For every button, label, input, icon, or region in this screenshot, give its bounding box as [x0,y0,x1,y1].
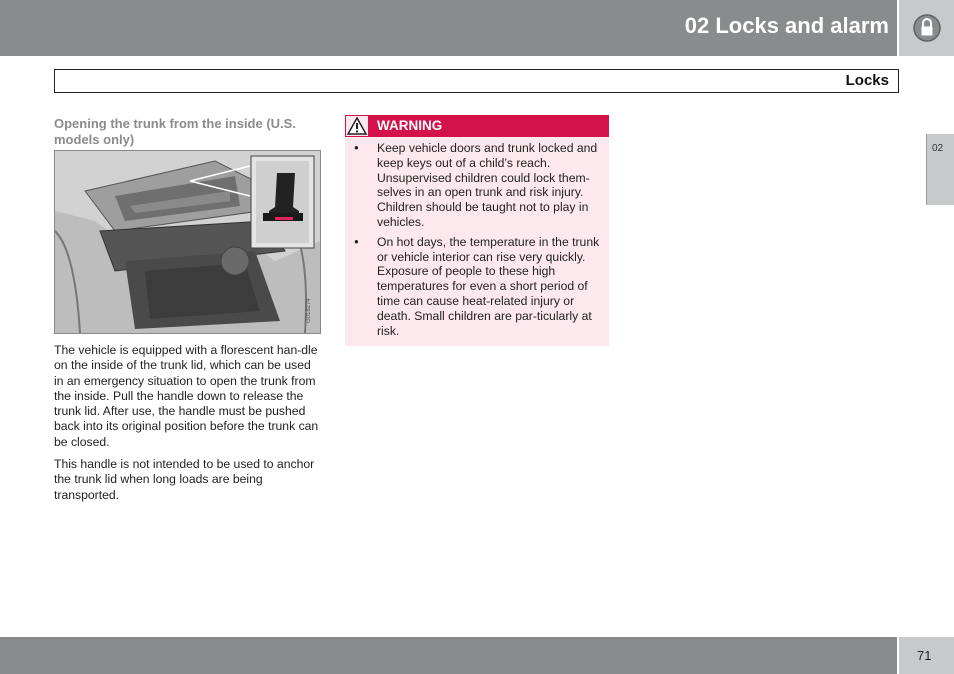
trunk-illustration [55,151,320,333]
warning-list [345,141,609,343]
page-number-box [899,637,954,674]
body-paragraph: This handle is not intended to be used to anchor the trunk lid when long loads are being transported. [54,457,315,502]
chapter-tab-label: 02 [932,143,944,154]
trunk-figure [54,150,321,334]
warning-item: ● On hot days, the temperature in the trunk or vehicle interior can rise very quickly. Exposure of people to these high temperatures for even a short period of time can cause heat-related injury or death. Small children are par-ticularly at risk. [345,235,609,339]
warning-triangle-icon [346,116,368,136]
warning-header [345,115,609,137]
body-paragraph: The vehicle is equipped with a florescent han-dle on the inside of the trunk lid, which can be used in an emergency situation to open the trunk from the inside. Pull the handle down to release the trunk lid. After use, the handle must be pushed back into its original position before the trunk can be closed. [54,343,319,449]
chapter-title: 02 Locks and alarm [684,13,889,38]
warning-title: WARNING [377,118,443,133]
subheading: Opening the trunk from the inside (U.S. models only) [54,116,296,147]
section-bar [54,69,899,93]
chapter-header [0,0,897,56]
section-title: Locks [845,72,889,89]
warning-box [345,115,609,346]
padlock-icon [913,13,941,43]
warning-item: ● Keep vehicle doors and trunk locked and keep keys out of a child’s reach. Unsupervised children could lock them-selves in an open trunk and risk injury. Children should be taught not to play in vehicles. [345,141,609,230]
page-number: 71 [917,648,932,663]
chapter-icon-box [899,0,954,56]
footer-bar [0,637,897,674]
figure-code: G018274 [306,298,312,323]
chapter-tab[interactable] [926,134,954,205]
